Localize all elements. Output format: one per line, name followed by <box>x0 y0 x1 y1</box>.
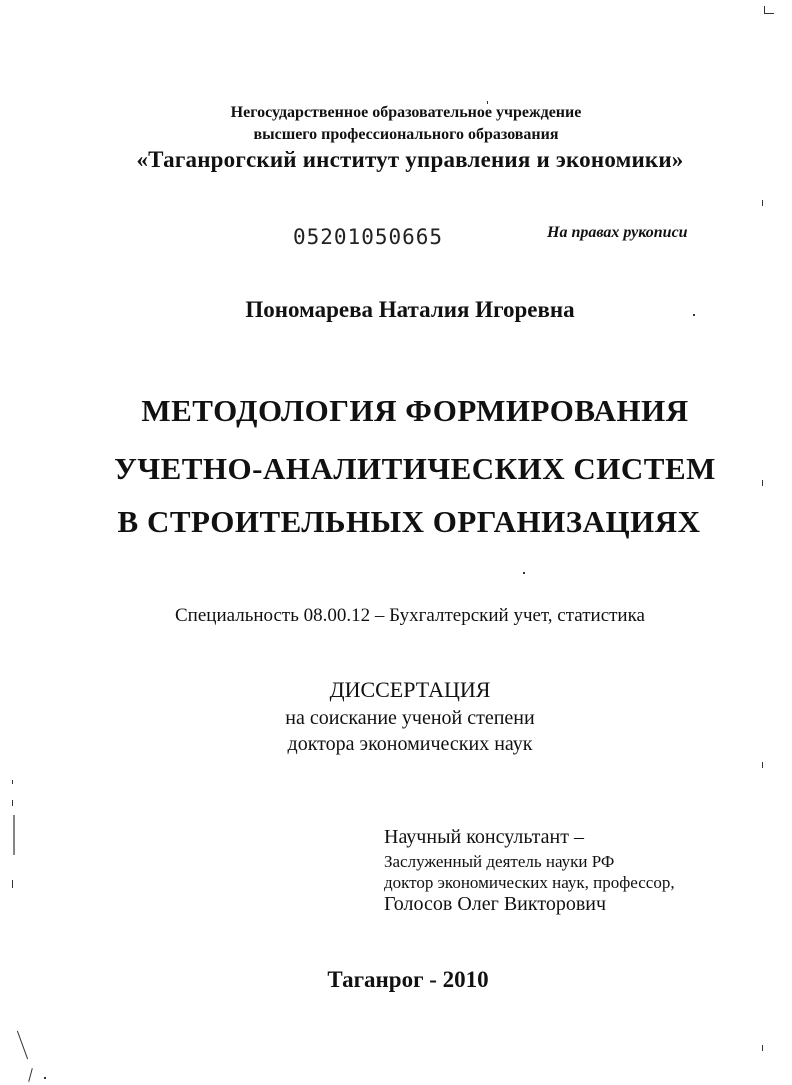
advisor-role: Научный консультант – <box>384 826 584 848</box>
advisor-honorific: Заслуженный деятель науки РФ <box>384 852 615 871</box>
scan-mark <box>762 200 763 206</box>
scan-mark <box>764 13 774 14</box>
scan-mark <box>523 572 525 574</box>
scan-mark <box>12 800 13 806</box>
scan-mark <box>17 1031 28 1060</box>
scan-mark <box>762 1045 763 1051</box>
scan-mark <box>762 762 763 768</box>
scan-mark <box>44 1077 46 1079</box>
document-type: ДИССЕРТАЦИЯ <box>329 677 491 702</box>
specialty: Специальность 08.00.12 – Бухгалтерский учет, статистика <box>175 605 645 626</box>
institution-name: «Таганрогский институт управления и экономики» <box>136 147 684 172</box>
degree-line-1: на соискание ученой степени <box>285 707 535 729</box>
dissertation-title-line-3: В СТРОИТЕЛЬНЫХ ОРГАНИЗАЦИЯХ <box>117 504 701 539</box>
dissertation-title-line-1: МЕТОДОЛОГИЯ ФОРМИРОВАНИЯ <box>141 393 689 428</box>
institution-line-2: высшего профессионального образования <box>253 126 559 143</box>
registration-number: 05201050665 <box>293 225 444 249</box>
dissertation-title-line-2: УЧЕТНО-АНАЛИТИЧЕСКИХ СИСТЕМ <box>114 451 716 486</box>
scan-mark <box>28 1068 33 1082</box>
institution-line-1: Негосударственное образовательное учреждение <box>230 104 582 121</box>
degree-line-2: доктора экономических наук <box>287 733 533 755</box>
author-name: Пономарева Наталия Игоревна <box>245 297 575 322</box>
advisor-name: Голосов Олег Викторович <box>384 893 607 915</box>
manuscript-rights-label: На правах рукописи <box>547 224 688 241</box>
scan-mark <box>487 101 488 104</box>
advisor-credentials: доктор экономических наук, профессор, <box>384 873 675 892</box>
scan-mark <box>12 880 13 888</box>
scan-mark <box>13 815 15 855</box>
place-and-year: Таганрог - 2010 <box>327 967 489 992</box>
scan-mark <box>12 780 13 784</box>
scan-mark <box>693 314 695 316</box>
scan-mark <box>762 480 763 486</box>
